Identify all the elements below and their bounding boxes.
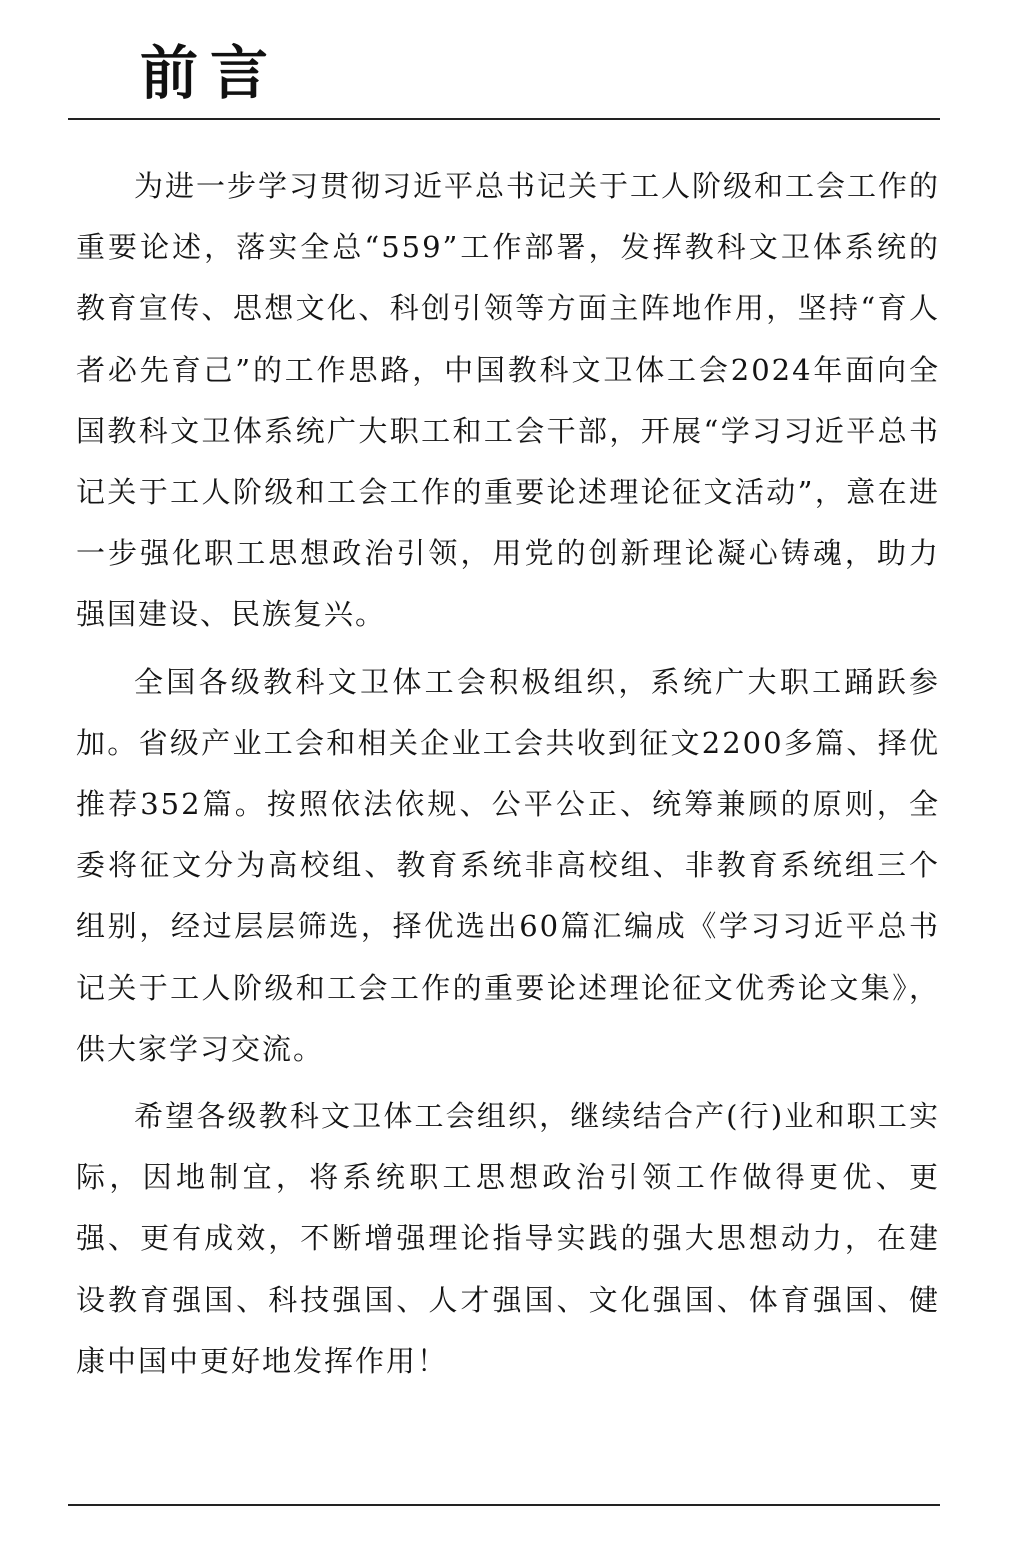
- top-divider: [68, 118, 940, 120]
- bottom-divider: [68, 1504, 940, 1506]
- paragraph-2: 全国各级教科文卫体工会积极组织，系统广大职工踊跃参加。省级产业工会和相关企业工会共收到征文2200多篇、择优推荐352篇。按照依法依规、公平公正、统筹兼顾的原则，全委将征文分为高校组、教育系统非高校组、非教育系统组三个组别，经过层层筛选，择优选出60篇汇编成《学习习近平总书记关于工人阶级和工会工作的重要论述理论征文优秀论文集》，供大家学习交流。: [76, 664, 940, 1066]
- paragraph-1: 为进一步学习贯彻习近平总书记关于工人阶级和工会工作的重要论述，落实全总“559”工作部署，发挥教科文卫体系统的教育宣传、思想文化、科创引领等方面主阵地作用，坚持“育人者必先育己”的工作思路，中国教科文卫体工会2024年面向全国教科文卫体系统广大职工和工会干部，开展“学习习近平总书记关于工人阶级和工会工作的重要论述理论征文活动”，意在进一步强化职工思想政治引领，用党的创新理论凝心铸魂，助力强国建设、民族复兴。: [76, 169, 941, 632]
- paragraph-3: 希望各级教科文卫体工会组织，继续结合产(行)业和职工实际，因地制宜，将系统职工思想政治引领工作做得更优、更强、更有成效，不断增强理论指导实践的强大思想动力，在建设教育强国、科技强国、人才强国、文化强国、体育强国、健康中国中更好地发挥作用！: [76, 1099, 940, 1378]
- preface-body: [76, 156, 940, 1398]
- page-title: 前言: [140, 39, 281, 107]
